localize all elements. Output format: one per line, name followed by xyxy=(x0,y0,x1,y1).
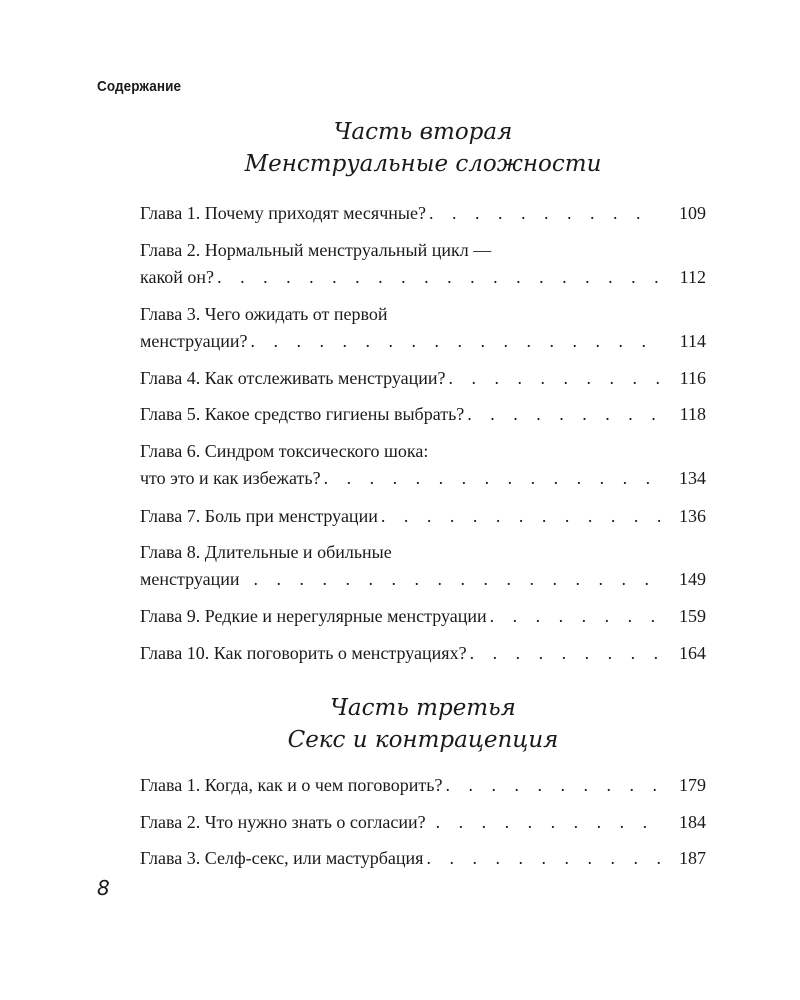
toc-entry-title-cont: менструации? xyxy=(140,331,248,351)
toc-page-number: 164 xyxy=(679,643,706,663)
toc-entry[interactable] xyxy=(140,200,706,226)
dot-leader xyxy=(449,365,660,391)
toc-entry[interactable] xyxy=(140,809,706,835)
dot-leader xyxy=(324,465,660,491)
dot-leader xyxy=(217,264,660,290)
toc-entry-title-cont: какой он? xyxy=(140,267,215,287)
toc-entry-title: Глава 2. Нормальный менструальный цикл — xyxy=(140,240,492,260)
toc-entry-line[interactable] xyxy=(140,237,706,263)
toc-entry-title-cont: менструации xyxy=(140,569,240,589)
toc-entry-title: Глава 6. Синдром токсического шока: xyxy=(140,441,429,461)
part-label: Часть вторая xyxy=(333,119,513,145)
toc-entry-title: Глава 4. Как отслеживать менструации? xyxy=(140,368,446,388)
part-heading xyxy=(140,116,706,180)
dot-leader xyxy=(381,503,660,529)
part-heading xyxy=(140,692,706,756)
dot-leader xyxy=(426,845,660,871)
toc-page-number: 109 xyxy=(679,203,706,223)
toc-page-number: 134 xyxy=(679,468,706,488)
toc-entry-title: Глава 9. Редкие и нерегулярные менструации xyxy=(140,606,487,626)
toc-entry[interactable] xyxy=(140,328,706,354)
toc-page-number: 116 xyxy=(679,368,706,388)
toc-entry-title: Глава 3. Селф-секс, или мастурбация xyxy=(140,848,424,868)
toc-page-number: 149 xyxy=(679,569,706,589)
toc-entry[interactable] xyxy=(140,264,706,290)
toc-entry[interactable] xyxy=(140,365,706,391)
toc-entry-title: Глава 5. Какое средство гигиены выбрать? xyxy=(140,404,465,424)
toc-entry-title: Глава 10. Как поговорить о менструациях? xyxy=(140,643,467,663)
toc-entry[interactable] xyxy=(140,401,706,427)
dot-leader xyxy=(251,328,661,354)
toc-entry[interactable] xyxy=(140,603,706,629)
toc-page-number: 118 xyxy=(679,404,706,424)
toc-entry-title: Глава 8. Длительные и обильные xyxy=(140,542,392,562)
toc-entry[interactable] xyxy=(140,465,706,491)
toc-entry-title: Глава 2. Что нужно знать о согласии? xyxy=(140,812,426,832)
part-title: Секс и контрацепция xyxy=(287,727,559,753)
toc-page-number: 114 xyxy=(679,331,706,351)
dot-leader xyxy=(470,640,660,666)
toc-entry-title: Глава 1. Когда, как и о чем поговорить? xyxy=(140,775,443,795)
toc-page-number: 136 xyxy=(679,506,706,526)
toc-page-number: 187 xyxy=(679,848,706,868)
dot-leader xyxy=(429,200,660,226)
toc-page-number: 184 xyxy=(679,812,706,832)
dot-leader xyxy=(490,603,660,629)
page-number: 8 xyxy=(97,876,110,900)
toc-entry[interactable] xyxy=(140,503,706,529)
toc-entry[interactable] xyxy=(140,566,706,592)
dot-leader xyxy=(254,566,660,592)
toc-entry[interactable] xyxy=(140,772,706,798)
toc-entry-title: Глава 7. Боль при менструации xyxy=(140,506,378,526)
toc-entry-title: Глава 1. Почему приходят месячные? xyxy=(140,203,426,223)
dot-leader xyxy=(445,772,660,798)
toc-entry-line[interactable] xyxy=(140,301,706,327)
part-label: Часть третья xyxy=(330,695,516,721)
running-head: Содержание xyxy=(97,78,182,95)
toc-page-number: 179 xyxy=(679,775,706,795)
toc-entry-title: Глава 3. Чего ожидать от первой xyxy=(140,304,388,324)
part-title: Менструальные сложности xyxy=(244,151,602,177)
toc-page-number: 159 xyxy=(679,606,706,626)
toc-entry-line[interactable] xyxy=(140,539,706,565)
dot-leader xyxy=(436,809,660,835)
toc-page-number: 112 xyxy=(679,267,706,287)
toc-entry-line[interactable] xyxy=(140,438,706,464)
dot-leader xyxy=(467,401,660,427)
toc-entry[interactable] xyxy=(140,640,706,666)
toc-entry[interactable] xyxy=(140,845,706,871)
toc-entry-title-cont: что это и как избежать? xyxy=(140,468,321,488)
